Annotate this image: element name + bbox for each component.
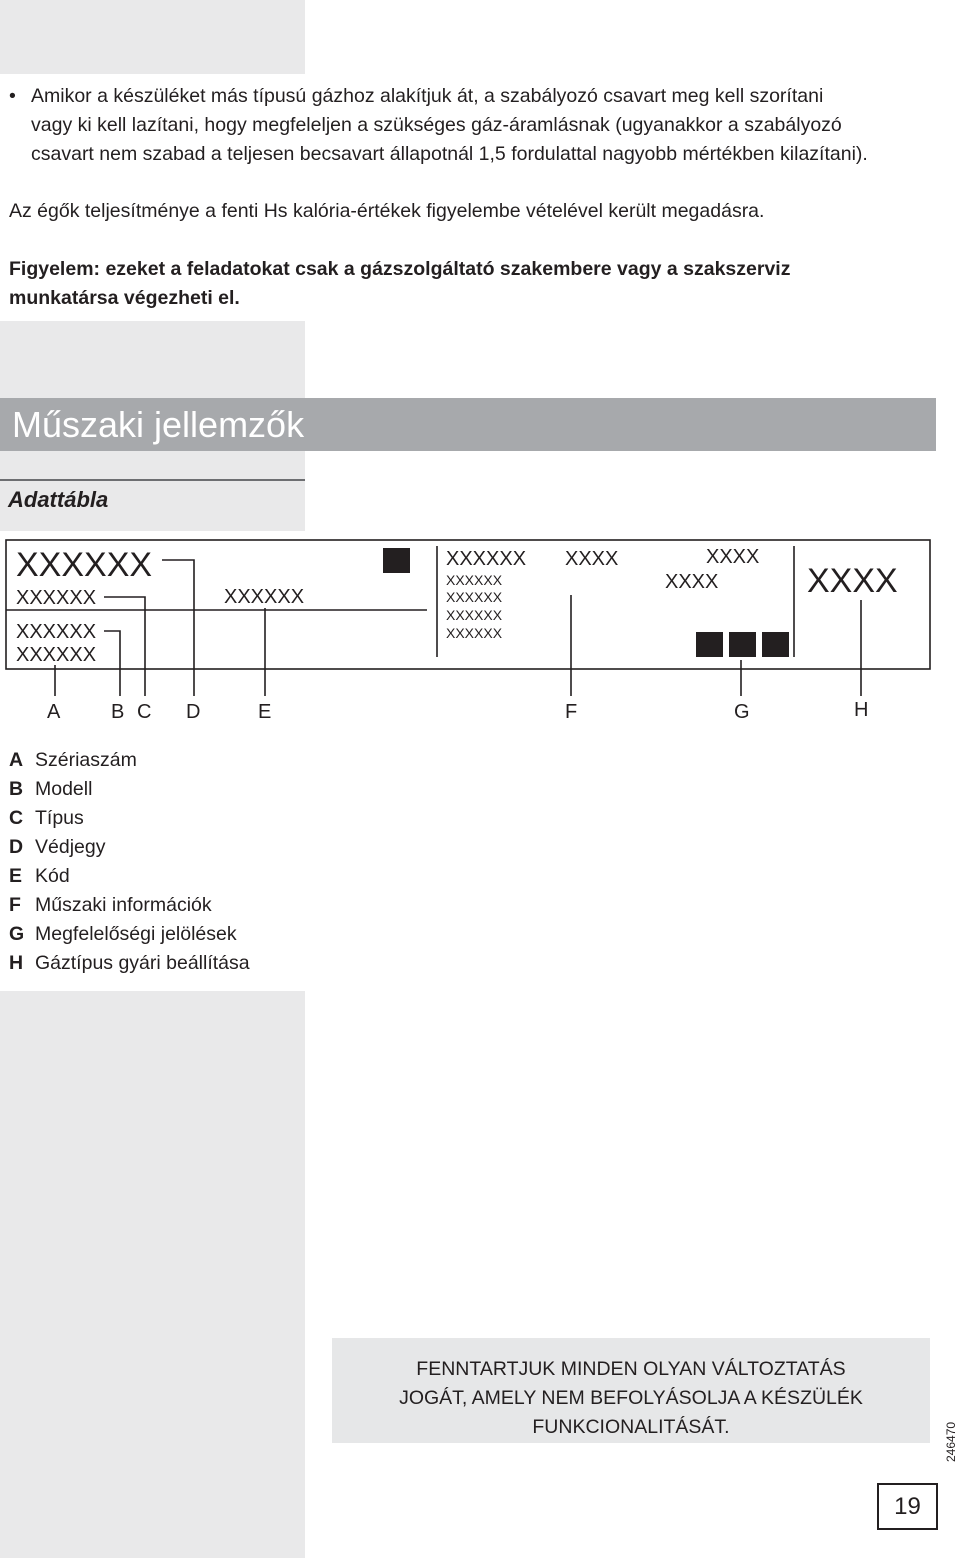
plate-big-code: XXXXXX [16, 546, 153, 584]
notice-line-1: FENNTARTJUK MINDEN OLYAN VÁLTOZTATÁS [416, 1358, 846, 1380]
brand-mark [383, 548, 410, 573]
legend-item: C Típus [9, 807, 84, 829]
plate-tech-line-4: XXXXXX [446, 625, 503, 641]
conformity-mark-3 [762, 632, 789, 657]
legend-item: H Gáztípus gyári beállítása [9, 952, 250, 974]
plate-tech-header: XXXXXX [446, 548, 527, 570]
pointer-letter-e: E [258, 701, 272, 723]
warning-line-2: munkatársa végezheti el. [9, 287, 240, 309]
document-code: 246470 [944, 1421, 958, 1462]
bullet-line-3: csavart nem szabad a teljesen becsavart állapotnál 1,5 fordulattal nagyobb mértékben kilazítani). [31, 143, 868, 165]
conformity-mark-2 [729, 632, 756, 657]
performance-note: Az égők teljesítménye a fenti Hs kalória-értékek figyelembe vételével került megadásra. [9, 200, 765, 222]
pointer-letter-d: D [186, 701, 201, 723]
conformity-mark-1 [696, 632, 723, 657]
legend-item: E Kód [9, 865, 70, 887]
legend-item: B Modell [9, 778, 93, 800]
plate-code-f: XXXX [565, 548, 619, 570]
pointer-letter-c: C [137, 701, 152, 723]
plate-legend [9, 746, 250, 978]
legend-item: D Védjegy [9, 836, 106, 858]
section-header-bar [0, 398, 936, 451]
plate-code-line-2: XXXXXX [16, 621, 97, 643]
plate-code-h: XXXX [807, 562, 898, 600]
notice-line-2: JOGÁT, AMELY NEM BEFOLYÁSOLJA A KÉSZÜLÉK [399, 1387, 863, 1409]
bullet-line-1: Amikor a készüléket más típusú gázhoz alakítjuk át, a szabályozó csavart meg kell szorítani [31, 85, 824, 107]
notice-line-3: FUNKCIONALITÁSÁT. [532, 1416, 730, 1438]
legend-item: G Megfelelőségi jelölések [9, 923, 237, 945]
rating-plate-diagram [0, 531, 960, 731]
pointer-c [104, 597, 145, 696]
pointer-letter-a: A [47, 701, 61, 723]
pointer-letter-h: H [854, 699, 869, 721]
rights-notice-box [332, 1338, 930, 1443]
pointer-letter-g: G [734, 701, 750, 723]
section-title: Műszaki jellemzők [12, 404, 305, 445]
plate-tech-line-3: XXXXXX [446, 607, 503, 623]
plate-middle-code: XXXXXX [224, 586, 305, 608]
plate-tech-line-2: XXXXXX [446, 589, 503, 605]
bullet-marker: • [9, 85, 16, 107]
plate-code-g1: XXXX [706, 546, 760, 568]
subsection-rule [0, 479, 305, 481]
plate-code-line-1: XXXXXX [16, 587, 97, 609]
pointer-letter-f: F [565, 701, 578, 723]
pointer-d [162, 560, 194, 696]
page-number: 19 [877, 1483, 938, 1530]
subsection-title: Adattábla [8, 487, 109, 512]
legend-item: F Műszaki információk [9, 894, 212, 916]
pointer-b [104, 631, 120, 696]
plate-tech-line-1: XXXXXX [446, 572, 503, 588]
warning-line-1: Figyelem: ezeket a feladatokat csak a gázszolgáltató szakembere vagy a szakszerviz [9, 258, 791, 280]
plate-code-line-3: XXXXXX [16, 644, 97, 666]
pointer-letter-b: B [111, 701, 125, 723]
plate-code-g2: XXXX [665, 571, 719, 593]
legend-item: A Szériaszám [9, 749, 137, 771]
bullet-line-2: vagy ki kell lazítani, hogy megfeleljen a szükséges gáz-áramlásnak (ugyanakkor a szabályozó [31, 114, 842, 136]
